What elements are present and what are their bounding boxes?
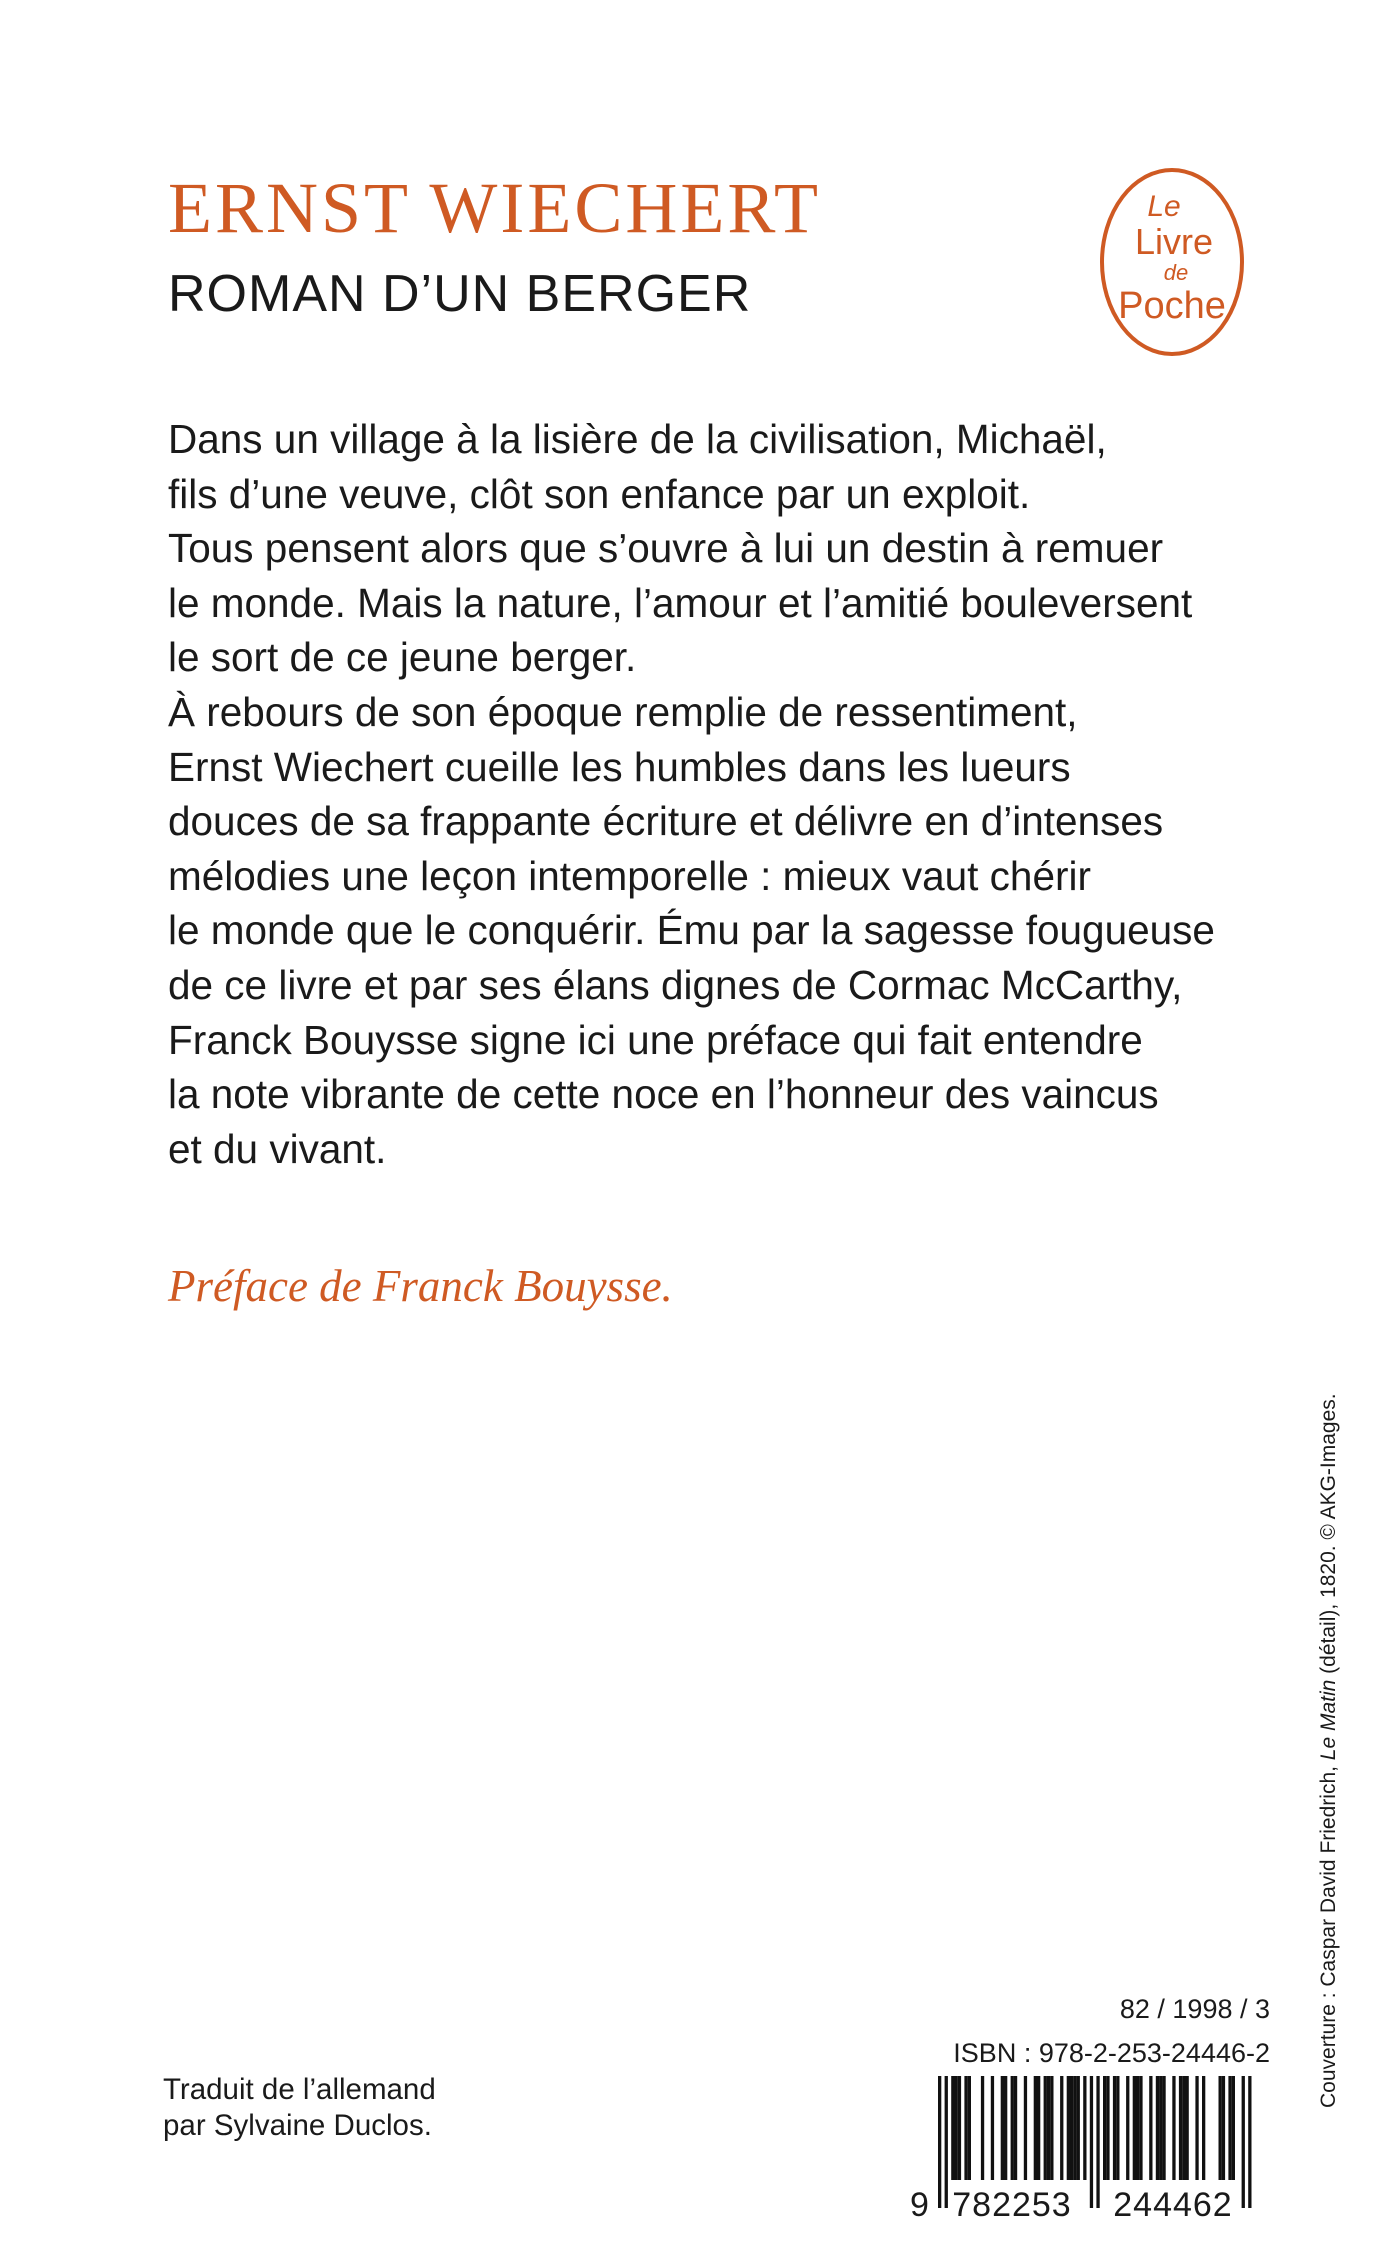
book-title: ROMAN D’UN BERGER <box>168 265 752 323</box>
barcode-bar <box>1139 2076 1142 2180</box>
barcode-bar <box>964 2076 967 2180</box>
barcode-bar <box>958 2076 961 2180</box>
barcode-bar <box>991 2076 994 2180</box>
barcode-bar <box>1037 2076 1040 2180</box>
blurb-line: fils d’une veuve, clôt son enfance par un exploit. <box>168 470 1031 517</box>
preface-credit: Préface de Franck Bouysse. <box>168 1261 673 1311</box>
barcode-bar <box>1083 2076 1086 2180</box>
barcode-bar <box>1149 2076 1152 2180</box>
barcode-bar <box>1034 2076 1037 2180</box>
barcode-bar <box>1090 2076 1093 2208</box>
blurb-line: Ernst Wiechert cueille les humbles dans les lueurs <box>168 743 1071 790</box>
blurb-line: mélodies une leçon intemporelle : mieux vaut chérir <box>168 852 1091 899</box>
barcode-bar <box>938 2076 941 2208</box>
blurb-line: À rebours de son époque remplie de ressentiment, <box>168 688 1078 735</box>
credit-prefix: Couverture : Caspar David Friedrich, <box>1317 1760 1340 2108</box>
barcode-bar <box>1011 2076 1014 2180</box>
cover-image-credit <box>1318 1393 1339 2108</box>
barcode-bar <box>1162 2076 1165 2180</box>
barcode-bar <box>1136 2076 1139 2180</box>
barcode-bar <box>1186 2076 1189 2180</box>
barcode-bar <box>1202 2076 1205 2180</box>
barcode-bar <box>1024 2076 1027 2180</box>
isbn-barcode <box>908 2076 1270 2220</box>
barcode-bar <box>1242 2076 1245 2208</box>
blurb-line: le sort de ce jeune berger. <box>168 634 637 681</box>
barcode-bar <box>1047 2076 1050 2180</box>
barcode-bar <box>1106 2076 1109 2180</box>
barcode-bar <box>1219 2076 1222 2180</box>
barcode-bar <box>1073 2076 1076 2180</box>
barcode-bar <box>968 2076 971 2180</box>
blurb-line: le monde. Mais la nature, l’amour et l’amitié bouleversent <box>168 579 1193 626</box>
barcode-bar <box>1050 2076 1053 2180</box>
barcode-bar <box>1133 2076 1136 2180</box>
author-name: ERNST WIECHERT <box>168 168 822 248</box>
barcode-bar <box>1060 2076 1063 2180</box>
blurb-line: le monde que le conquérir. Ému par la sagesse fougueuse <box>168 907 1215 954</box>
barcode-digits-left: 782253 <box>952 2186 1072 2220</box>
barcode-bar <box>945 2076 948 2208</box>
barcode-bar <box>955 2076 958 2180</box>
translator-line: Traduit de l’allemand <box>163 2073 436 2106</box>
barcode-bar <box>1159 2076 1162 2180</box>
barcode-bar <box>1182 2076 1185 2180</box>
blurb-line: Dans un village à la lisière de la civilisation, Michaël, <box>168 416 1107 462</box>
barcode-bar <box>1077 2076 1080 2180</box>
barcode-bar <box>1001 2076 1004 2180</box>
translator-credit <box>163 2072 436 2144</box>
blurb-line: de ce livre et par ses élans dignes de Cormac McCarthy, <box>168 961 1183 1008</box>
barcode-icon <box>908 2076 1270 2220</box>
blurb-line: la note vibrante de cette noce en l’honneur des vaincus <box>168 1071 1159 1118</box>
blurb-line: Tous pensent alors que s’ouvre à lui un destin à remuer <box>168 525 1164 572</box>
blurb-line: et du vivant. <box>168 1125 387 1172</box>
logo-icon <box>1098 166 1246 358</box>
barcode-bar <box>1232 2076 1235 2180</box>
logo-text-de: de <box>1163 260 1189 285</box>
barcode-bar <box>1044 2076 1047 2180</box>
logo-text-poche: Poche <box>1118 285 1226 327</box>
barcode-bar <box>1004 2076 1007 2180</box>
barcode-bar <box>1067 2076 1070 2180</box>
logo-text-livre: Livre <box>1134 221 1214 262</box>
barcode-first-digit: 9 <box>910 2186 929 2220</box>
barcode-bar <box>1126 2076 1129 2180</box>
logo-text-le: Le <box>1147 190 1181 223</box>
le-livre-de-poche-logo <box>1098 166 1246 358</box>
barcode-bar <box>1096 2076 1099 2208</box>
blurb-line: douces de sa frappante écriture et délivre en d’intenses <box>168 798 1164 845</box>
barcode-bar <box>1248 2076 1251 2208</box>
barcode-bar <box>1172 2076 1175 2180</box>
barcode-bar <box>981 2076 984 2180</box>
translator-line: par Sylvaine Duclos. <box>163 2109 432 2142</box>
back-cover-blurb <box>168 412 1268 1176</box>
barcode-bar <box>1116 2076 1119 2180</box>
isbn-number: ISBN : 978-2-253-24446-2 <box>953 2038 1270 2068</box>
barcode-bar <box>1228 2076 1231 2180</box>
barcode-bar <box>1179 2076 1182 2180</box>
barcode-bar <box>1195 2076 1198 2180</box>
credit-suffix: (détail), 1820. © AKG-Images. <box>1317 1393 1340 1680</box>
barcode-bar <box>1014 2076 1017 2180</box>
barcode-bar <box>1222 2076 1225 2180</box>
barcode-bar <box>1070 2076 1073 2180</box>
barcode-bar <box>1103 2076 1106 2180</box>
barcode-bar <box>1113 2076 1116 2180</box>
catalog-code: 82 / 1998 / 3 <box>1119 1994 1270 2024</box>
barcode-bar <box>951 2076 954 2180</box>
barcode-bar <box>1156 2076 1159 2180</box>
blurb-line: Franck Bouysse signe ici une préface qui fait entendre <box>168 1016 1143 1063</box>
credit-work-title: Le Matin <box>1317 1679 1340 1761</box>
barcode-digits-right: 244462 <box>1113 2186 1233 2220</box>
